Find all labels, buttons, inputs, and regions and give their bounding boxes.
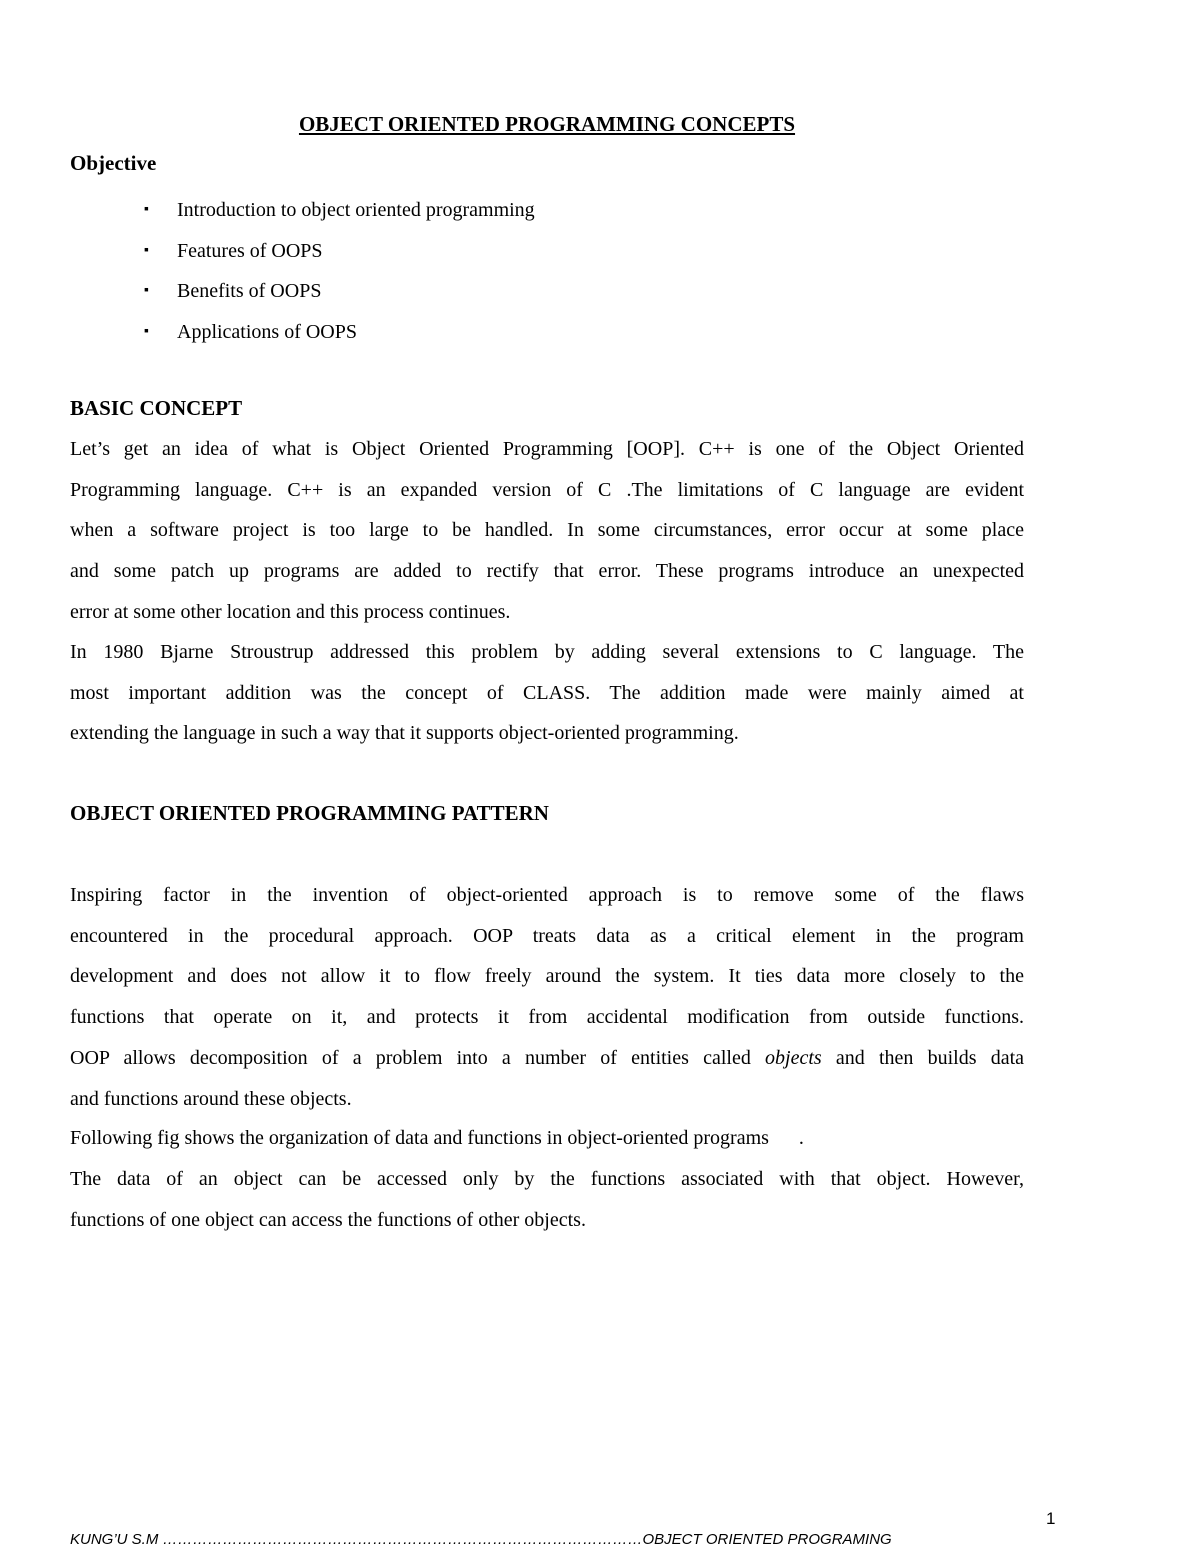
pattern-paragraph-1: Inspiring factor in the invention of object-oriented approach is to remove some of the flaws encountered in the procedural approach. OOP treats data as a critical element in the program development and does not allow it to flow freely around the system. It ties data more closely to the functions that operate on it, and protects it from accidental modification from outside functions. OOP allows decomposition of a problem into a number of entities called objects and then builds data and functions around these objects. [70,884,1025,1110]
basic-concept-paragraph-2: In 1980 Bjarne Stroustrup addressed this problem by adding several extensions to C language. The most important addition was the concept of CLASS. The addition made were mainly aimed at extending the language in such a way that it supports object-oriented programming. [70,641,1024,745]
objective-heading: Objective [70,151,157,175]
pattern-heading: OBJECT ORIENTED PROGRAMMING PATTERN [70,801,549,825]
basic-concept-paragraph-1: Let’s get an idea of what is Object Oriented Programming [OOP]. C++ is one of the Object Oriented Programming language. C++ is an expanded version of C .The limitations of C language are evident when a software project is too large to be handled. In some circumstances, error occur at some place and some patch up programs are added to rectify that error. These programs introduce an unexpected error at some other location and this process continues. [70,438,1024,623]
bullet-icon: ▪ [144,202,149,217]
pattern-paragraph-2: Following fig shows the organization of data and functions in object-oriented programs . [70,1127,804,1149]
page-footer: KUNG’U S.M ……………………………………………………………………………………OBJECT ORIENTED PROGRAMING [70,1531,892,1548]
bullet-icon: ▪ [144,242,149,258]
page-number: 1 [1046,1509,1056,1528]
list-item: ▪ Features of OOPS [70,231,535,272]
emphasis-objects: objects [765,1046,822,1069]
objective-list [70,190,535,352]
list-item: ▪ Applications of OOPS [70,312,535,353]
list-item: ▪ Benefits of OOPS [70,271,535,312]
basic-concept-heading: BASIC CONCEPT [70,396,243,420]
bullet-icon: ▪ [144,283,149,298]
list-item: ▪ Introduction to object oriented programming [70,190,535,231]
pattern-line-with-emphasis: OOP allows decomposition of a problem into a number of entities called objects and then builds data [70,1046,1025,1069]
pattern-paragraph-3: The data of an object can be accessed only by the functions associated with that object. However, functions of one object can access the functions of other objects. [70,1168,1024,1231]
bullet-icon: ▪ [144,323,149,339]
document-title: OBJECT ORIENTED PROGRAMMING CONCEPTS [298,112,796,136]
